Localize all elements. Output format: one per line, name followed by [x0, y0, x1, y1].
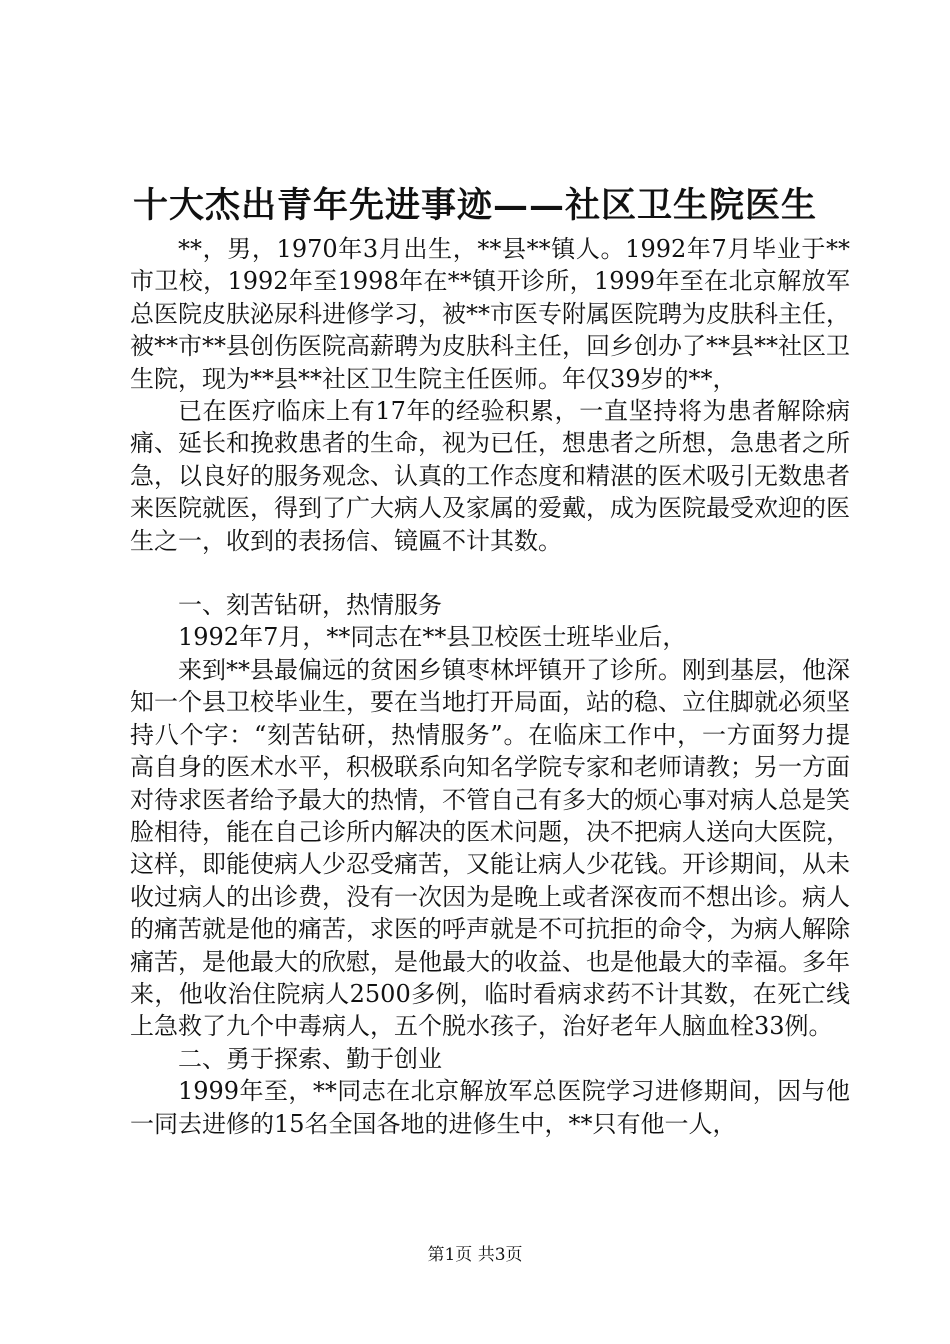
document-body [130, 233, 850, 1140]
paragraph-graduation: 1992年7月，**同志在**县卫校医士班毕业后， [178, 623, 687, 652]
paragraph-experience: 已在医疗临床上有17年的经验积累，一直坚持将为患者解除病痛、延长和挽救患者的生命，视为已任，想患者之所想，急患者之所急，以良好的服务观念、认真的工作态度和精湛的医术吸引无数患者来医院就医，得到了广大病人及家属的爱戴，成为医院最受欢迎的医生之一，收到的表扬信、镜匾不计其数。 [130, 397, 850, 555]
section-heading-2: 二、勇于探索、勤于创业 [178, 1044, 442, 1073]
page-number-footer: 第1页 共3页 [427, 1245, 523, 1265]
paragraph-clinic: 来到**县最偏远的贫困乡镇枣林坪镇开了诊所。刚到基层，他深知一个县卫校毕业生，要在当地打开局面，站的稳、立住脚就必须坚持八个字：“刻苦钻研，热情服务”。在临床工作中，一方面努力提高自身的医术水平，积极联系向知名学院专家和老师请教；另一方面对待求医者给予最大的热情，不管自己有多大的烦心事对病人总是笑脸相待，能在自己诊所内解决的医术问题，决不把病人送向大医院，这样，即能使病人少忍受痛苦，又能让病人少花钱。开诊期间，从未收过病人的出诊费，没有一次因为是晚上或者深夜而不想出诊。病人的痛苦就是他的痛苦，求医的呼声就是不可抗拒的命令，为病人解除痛苦，是他最大的欣慰，是他最大的收益、也是他最大的幸福。多年来，他收治住院病人2500多例，临时看病求药不计其数，在死亡线上急救了九个中毒病人，五个脱水孩子，治好老年人脑血栓33例。 [130, 655, 850, 1041]
section-heading-1: 一、刻苦钻研，热情服务 [178, 591, 442, 620]
document-title: 十大杰出青年先进事迹——社区卫生院医生 [132, 185, 817, 226]
paragraph-spacer [130, 557, 850, 589]
paragraph-training: 1999年至，**同志在北京解放军总医院学习进修期间，因与他一同去进修的15名全国各地的进修生中，**只有他一人， [130, 1077, 850, 1138]
paragraph-intro: **，男，1970年3月出生，**县**镇人。1992年7月毕业于**市卫校，1992年至1998年在**镇开诊所，1999年至在北京解放军总医院皮肤泌尿科进修学习，被**市医专附属医院聘为皮肤科主任，被**市**县创伤医院高薪聘为皮肤科主任，回乡创办了**县**社区卫生院，现为**县**社区卫生院主任医师。年仅39岁的**， [130, 235, 850, 393]
